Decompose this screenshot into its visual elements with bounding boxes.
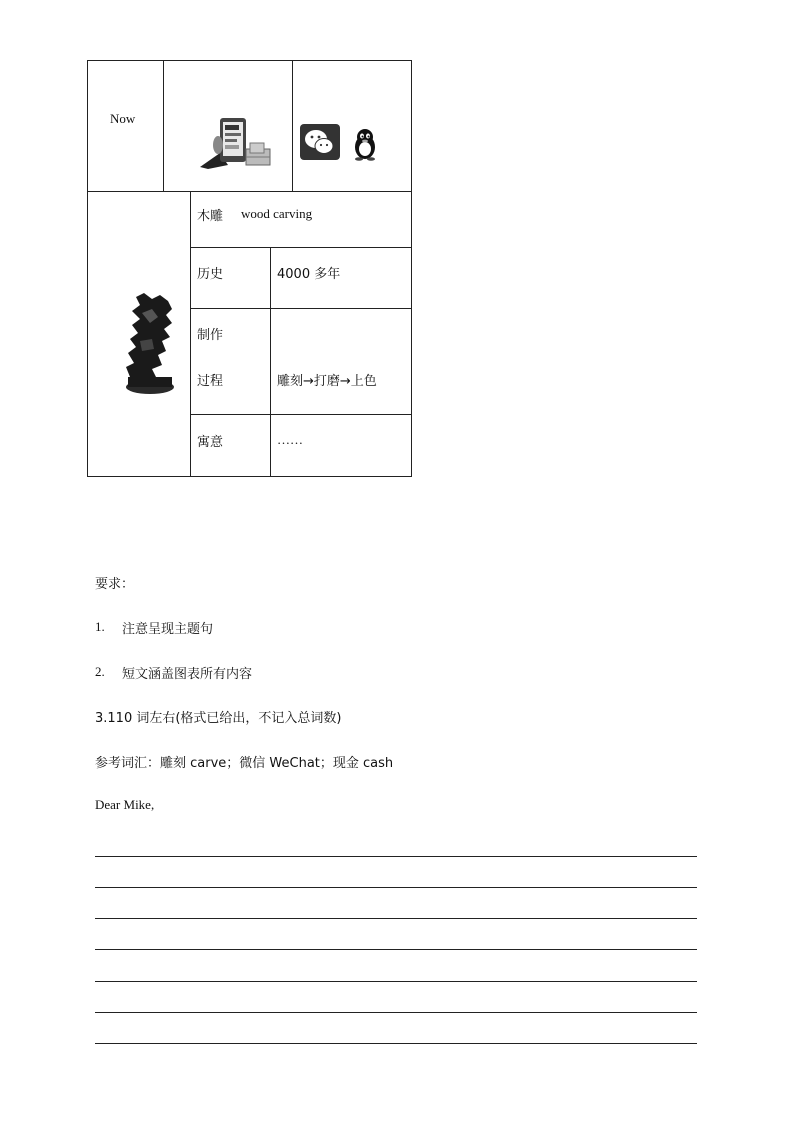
wood-carving-image [122,293,186,396]
writing-line[interactable] [95,856,697,857]
row-value-history: 4000 多年 [277,267,341,282]
phone-payment-icon [198,115,274,169]
table2-value-cell-process [270,308,412,415]
requirement-1-num: 1. [95,619,105,634]
row-value-meaning: …… [277,432,303,447]
requirement-3-text: 3.110 词左右(格式已给出，不记入总词数) [95,711,342,726]
writing-line[interactable] [95,918,697,919]
writing-line[interactable] [95,1012,697,1013]
table2-title-en: wood carving [241,206,313,221]
requirement-2-num: 2. [95,664,105,679]
row-label-history: 历史 [197,267,224,282]
row-label-process-line1: 制作 [197,328,224,343]
requirements-heading: 要求： [95,577,135,592]
vocabulary-hint: 参考词汇：雕刻 carve；微信 WeChat；现金 cash [95,756,394,771]
row-label-process-line2: 过程 [197,374,224,389]
wechat-icon [300,124,340,160]
row-label-meaning: 寓意 [197,435,224,450]
writing-line[interactable] [95,949,697,950]
requirement-1-text: 注意呈现主题句 [122,622,214,637]
table1-row-label: Now [110,111,136,126]
qq-penguin-icon [350,127,380,161]
writing-line[interactable] [95,1043,697,1044]
letter-greeting: Dear Mike, [95,797,155,812]
writing-line[interactable] [95,981,697,982]
table2-title-cn: 木雕 [197,209,224,224]
writing-line[interactable] [95,887,697,888]
row-value-process: 雕刻→打磨→上色 [277,374,377,389]
requirement-2-text: 短文涵盖图表所有内容 [122,667,253,682]
